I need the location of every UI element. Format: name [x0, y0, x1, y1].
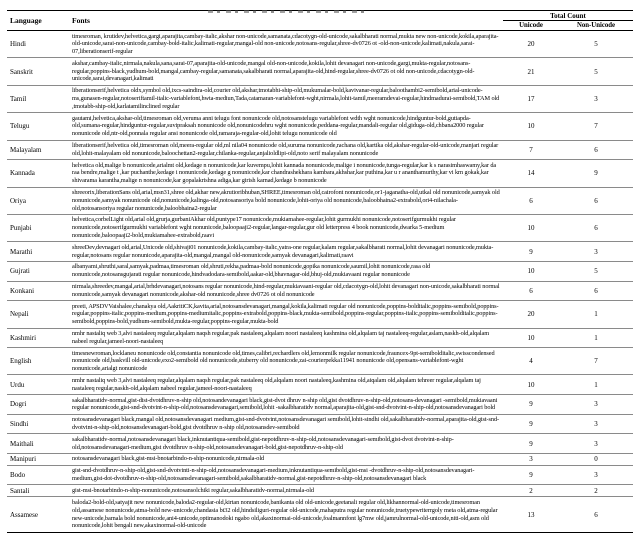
unicode-count-cell: 10: [527, 267, 535, 276]
table-row: [7, 453, 633, 465]
fonts-cell: liberationserif,helvetica oldx,symbol old,ixcs-saindira-old,courier old,akshar,tmotabhi-ship-old,mukumalar-bold,kavivanar-regular,baloothambi2-semibold,arial-unicode-ms,gunasen-regular,notoseriftamil-italic-variablefont,hwta-mediun,Tada,catamaran-variablefont-wght,nirmala,lohit-tamil,meeramdevai-regular,hindmadurai-semibold,TAM old ,tmotabb-ship-old,karlatamilinclined regular: [72, 87, 500, 110]
table-row: [7, 140, 633, 160]
non-unicode-count-cell: 1: [594, 380, 598, 389]
unicode-count-cell: 9: [529, 419, 533, 428]
fonts-cell: sakalbharatidv-normal,notosansdevanagari black,inknutantiqua-semibold,gist-nepotdhruv-n-ship-old,notosansdevanagari-semibold,gist-dvot dvotvint-n-ship-old,notosansdevanagari-medium,gist dvotdhruv n-ship-old,notosansdevanagari-bold,gist-nepotdhruv-n-ship-old: [72, 435, 454, 451]
fonts-cell: liberationserif,helvetica old,timesroman old,meera-regular old,ml nila04 nonunicode old,suruma nonunicode,rachana old,kartika old,akshar-regular-old-unicode,manjari regular old,lohit-malayalam old nonunicode,baloochettan2-regular,chilanka-regular,anjalioldlipi-old,noto serif malayalam nonunicode: [72, 142, 499, 157]
fonts-cell: notosansdevanagari black,gist-msi-bnotarbindo-n-ship-nonunicode,nirmala-old: [72, 455, 265, 463]
fonts-cell: timesnewroman,locklaneu nonunicode old,constantia nonunicode old,times,calibri,rechardlers old,lemonmilk regular nonunicode,frauncex-9pt-semibolditalic,swisscondensed nonunicode old,baskvill old-unicode,exo2-semibold old nonunicode,stuberry old nonunicode,zai-courierpekka11941 nonunicode old,opensans-variablefont-wght nonunicode,arialgt nonunicode: [72, 349, 495, 373]
unicode-count-cell: 17: [527, 94, 535, 103]
language-cell: Marathi: [10, 247, 33, 256]
col-header-unicode: Unicode: [519, 22, 543, 29]
non-unicode-count-cell: 6: [594, 196, 598, 205]
non-unicode-count-cell: 0: [594, 455, 598, 464]
unicode-count-cell: 20: [527, 40, 535, 49]
col-header-non-unicode: Non-Unicode: [576, 22, 616, 29]
table-row: [7, 434, 633, 454]
table-row: [7, 301, 633, 328]
unicode-count-cell: 3: [529, 455, 533, 464]
table-row: [7, 261, 633, 281]
col-header-total-count: Total Count: [503, 11, 633, 21]
unicode-count-cell: 10: [527, 224, 535, 233]
fonts-cell: helvetica old,malige b nonunicode,arialmt old,kedage n nonunicode,kar kuvempu,lohit kannada nonunicode,malige i nonunicode,tunga-regular,kar k s narasimhaswamy,kar da raa bendre,malige t ,kar puchanthe,kedage i nonunicode,kedage g nonunicode,kar chandrashekhara kambara,akhshar,kar puthina,kar u r ananthamurthy,kar vi krn gokak,kar shivarama karantha,malige n nonunicode,kar gopalakrishna adiga,kar girish karnad,kedage b nonunicode: [72, 161, 497, 185]
language-cell: Kannada: [10, 169, 35, 178]
fonts-cell: nmhr nastaliq web 3,alvi nastaleeq regular,alqalam naqsh regular,pak nastaleeq,alqalam noori nastaleeq kashmina old,alqalam taj nastaleeq-regular,aslam,naskh-old,alqalam nabeel regular,jameel-noori-nastaleeq: [72, 330, 490, 345]
language-cell: Santali: [10, 486, 30, 495]
table-row: [7, 348, 633, 375]
non-unicode-count-cell: 5: [594, 40, 598, 49]
unicode-count-cell: 13: [527, 510, 535, 519]
non-unicode-count-cell: 1: [594, 310, 598, 319]
non-unicode-count-cell: 3: [594, 94, 598, 103]
fonts-cell: timesroman, krutidev,helvetica,gargi,aparajita,cambay-italic,akshar non-unicode,samanata,cdacotygn-old-unicode,sakalbharati normal,mukta new non-unicode,kokila,aparajita-old-unicode,sarai-non-unicode,cambay-bold-italic,kalimati-regular,mangal-old non-unicode,notosans-regular,shree-dv0726 ot -old-non-unicode,kalimati,nakula,sarai-07,liberationserif-regular: [72, 32, 499, 56]
clipped-caption-fragment: [208, 10, 368, 13]
language-cell: Maithali: [10, 439, 34, 448]
document-page: [0, 10, 640, 547]
non-unicode-count-cell: 6: [594, 510, 598, 519]
language-cell: Konkani: [10, 286, 35, 295]
unicode-count-cell: 4: [529, 357, 533, 366]
language-cell: English: [10, 357, 32, 366]
unicode-count-cell: 7: [529, 145, 533, 154]
language-cell: Tamil: [10, 94, 27, 103]
unicode-count-cell: 10: [527, 122, 535, 131]
non-unicode-count-cell: 3: [594, 400, 598, 409]
non-unicode-count-cell: 3: [594, 247, 598, 256]
language-cell: Nepali: [10, 310, 29, 319]
table-row: [7, 31, 633, 58]
unicode-count-cell: 10: [527, 380, 535, 389]
non-unicode-count-cell: 7: [594, 122, 598, 131]
table-body: [7, 31, 633, 533]
unicode-count-cell: 2: [529, 486, 533, 495]
unicode-count-cell: 9: [529, 471, 533, 480]
non-unicode-count-cell: 7: [594, 357, 598, 366]
table-header: [7, 11, 633, 31]
fonts-cell: gist-snd-dvotdhruv-n-ship-old,gist-snd-dvotvinti-n-ship-old,notosansdevanagari-medium,inknutantiqua-semibold,gist-msi -dvotdhruv-n-ship-old,notosansdevanagari-medium,gist-dot-dvotdhruv-n-ship-old,notosansdevanagari-semibold,sakalbharatidv-normal,gist-nepotdhruv-n-ship-old,notosansdevanagari black: [72, 467, 475, 483]
non-unicode-count-cell: 6: [594, 224, 598, 233]
unicode-count-cell: 14: [527, 169, 535, 178]
language-cell: Malayalam: [10, 145, 42, 154]
unicode-count-cell: 10: [527, 333, 535, 342]
language-cell: Gujrati: [10, 267, 30, 276]
table-row: [7, 160, 633, 187]
fonts-cell: sakalbharatidv-normal,gist-dist-dvotdhruv-n-ship old,notosandevanagari black,gist-dvot dhruv n-ship old,gist dvotdhruv-n-ship-old,notosans-devanagari -semibold,mukiavaani regular nonunicode,gist-snd-dvotvint-n-ship-old,notosansdevanagari,semibold,lohit -sakalbharatidv normal,aparajita-old,gist-snd-dvotvint-n-ship-old,notosansdevanagari bold: [72, 396, 498, 412]
fonts-cell: gautami,helvetica,akshar-old,timesroman old,veruma anni telugu font nonunicode old,notosanstelugu variablefont wdth wght nonunicode,hindguntur-bold,gutiapda-old,sumana-regular,hindguntur-regular,suvipraksah nonunicode old,nonunicodehru wght nonunicode,peddana-regular,mandali-regular old,giduga-old,chbana2000 regular nonunicode old,ntr-old,ponnala regular ansi nonunicode old,ramaraja-regular-old,lohit telugu nonunicode old: [72, 114, 484, 138]
unicode-count-cell: 6: [529, 286, 533, 295]
table-row: [7, 375, 633, 395]
non-unicode-count-cell: 6: [594, 286, 598, 295]
language-cell: Sanskrit: [10, 67, 33, 76]
table-row: [7, 414, 633, 434]
table-row: [7, 465, 633, 485]
non-unicode-count-cell: 3: [594, 471, 598, 480]
fonts-cell: notosansdevanagari black,mangal old,notosansdevanagari medium,gist-snd-dvotvint,notosansdevanagari semibold,lohit-sindhi old,sakalbharatidv-normal,aparajita-old,gist-snd-dvotvint-n-ship-old,notosansdevanagari-bold,gist dvotdhruv n-ship old,notosansdev-semibold: [72, 416, 500, 431]
language-cell: Assamese: [10, 510, 38, 519]
language-cell: Kashmiri: [10, 333, 37, 342]
non-unicode-count-cell: 5: [594, 267, 598, 276]
non-unicode-count-cell: 3: [594, 419, 598, 428]
fonts-cell: albanyami,shruthi,saral,samyak,padmaa,timesroman old,shruti,rekha,padmaa-bold nonunicode,gopika nonunicode,saumil,lohit nonunicode,rasa old nonunicode,notosansgujarati regular nonunicode,hindvadodara-semibold,aakar-old,bhavnagar-old,bhuj-old,mukiavaani regular nonunicode: [72, 263, 431, 279]
language-fonts-table: [7, 10, 633, 533]
table-row: [7, 113, 633, 140]
unicode-count-cell: 6: [529, 196, 533, 205]
language-cell: Sindhi: [10, 419, 29, 428]
table-row: [7, 485, 633, 497]
fonts-cell: shreeorix,liberationSans old,arial,msn31,shree old,akhar new,akrutioribhuban,SHREE,timesroman old,cairofont nonunicode,or1-jaganatha-old,utkal old nonunicode,samyak old nonunicode,samyak nonunicode old,nonunicode,kalinga-old,notosansoriya bold nonunicode,lohit-oriya old nonunicode,baloobhaina2-extrabold,ori4-nilachala-old,notosansoriya regular nonunicode,baloobhaina2-regular: [72, 189, 500, 212]
non-unicode-count-cell: 6: [594, 145, 598, 154]
fonts-cell: nirmala,shreedev,mangal,arial,brhdevanagari,notosans regular nonunicode,hind-regular,mukiavaani-regular old,cdacotygn-old,lohit devanagari non-unicode,sakalbharati normal nonunicode,samyak devanagari nonunicode,akshar-old nonunicode,shree dv0726 ot old nonunicode: [72, 283, 500, 298]
unicode-count-cell: 9: [529, 439, 533, 448]
language-cell: Oriya: [10, 196, 26, 205]
language-cell: Manipuri: [10, 455, 37, 464]
fonts-cell: akshar,cambay-italic,nirmala,nakula,sana,sarai-07,aparajita-old-unicode,mangal old-non-unicode,kokila,lohit devanagari non-unicode,gargi,mukta-regular,notosans-regular,poppins-black,yudhum-bold,mangal,cambay-regular,samanata,sakalbharati normal,aparajita-old,hind-regular,shree-dv0726 ot old non-unicode,cdacotygn-old-unicode,sarai,devanagari,kalimati: [72, 59, 475, 83]
unicode-count-cell: 20: [527, 310, 535, 319]
unicode-count-cell: 9: [529, 400, 533, 409]
fonts-cell: preeti, APSDVVaishalee,chanakya old,AakritiCK,kavita,arial,notosansdevanagari,mangal,kokila,kalimati regular old nonunicode,poppins-bolditalic,poppins-semibold,poppins-regular,poppins-italic,poppins-medium,poppins-mediumitalic,poppins-extrabold,poppins-black,mukta-semibold,poppins-regular,poppins-italic,poppins-semibolditalic,poppins-semibold,poppins-bold,yudhum-semibold,mukta-regular,poppins-regular,mukta-bold: [72, 302, 499, 326]
non-unicode-count-cell: 1: [594, 333, 598, 342]
language-cell: Telugu: [10, 122, 30, 131]
col-header-language: Language: [10, 16, 42, 25]
fonts-cell: shreeDev,devnagari old,arial,Unicode old,shivaji01 nonunicode,kokila,cambay-italic,yatra-one regular,kalam regular,sakalbharati normal,lohit devanagari nonunicode,mukta-regular,notosans regular nonunicode,aparajita-old,mangal,mangal old-nonunicode,samyak devanagari,kalimati,raavi: [72, 243, 494, 259]
language-cell: Hindi: [10, 40, 26, 49]
table-row: [7, 281, 633, 301]
unicode-count-cell: 9: [529, 247, 533, 256]
table-row: [7, 187, 633, 214]
fonts-cell: nmhr nastaliq web 3,alvi nastaleeq regular,alqalam naqsh regular,pak nastaleeq old,alqalam noori nastaleeq,kashmina old,aiqalam old,alqalam tehreer regular,alqalam taj nastaleeq regular,naskh-old,alqalam nabeel regular,jameel-noori-nastaleeq: [72, 376, 481, 392]
table-row: [7, 214, 633, 241]
fonts-cell: helvetica,corbelLight old,arial old,grurja,gurbaniAkhar old,puntype17 nonunicode,mukiamahee-regular,lohit gurmukhi nonunicode,notoserifgurmukhi regular nonunicode,notoserifgurmukhi variablefont wght nonunicode,baloopaaji2-regular,langar-regular,gur old letterpress 4 book nonunicode,dwarka 5-medium nonunicode,baloopaaji2-bold,mukiamahee-extrabold,raavi: [72, 216, 456, 240]
language-cell: Dogri: [10, 400, 27, 409]
table-row: [7, 328, 633, 348]
table-row: [7, 497, 633, 532]
non-unicode-count-cell: 3: [594, 439, 598, 448]
language-cell: Punjabi: [10, 224, 32, 233]
fonts-cell: gist-msi-bnotarbindo-n-ship-nonunicode,notosansolchiki regular,sakalbharatidv-normal,nirmala-old: [72, 487, 314, 495]
table-row: [7, 242, 633, 262]
language-cell: Urdu: [10, 380, 25, 389]
table-row: [7, 58, 633, 85]
language-cell: Bodo: [10, 471, 26, 480]
unicode-count-cell: 21: [527, 67, 535, 76]
non-unicode-count-cell: 5: [594, 67, 598, 76]
non-unicode-count-cell: 9: [594, 169, 598, 178]
table-row: [7, 85, 633, 112]
non-unicode-count-cell: 2: [594, 486, 598, 495]
table-row: [7, 395, 633, 415]
col-header-fonts: Fonts: [72, 16, 90, 25]
fonts-cell: baloda2-bold-old,satyajit new nonunicode,baloda2-regular-old,kirtan nonunicode,banikanta old old-unicode,geetanali regular old,likhannormal-old-unicode,timesroman old,assamese nonunicode,atma-bold new-unicode,chandasia bt32 old,hindsiliguri-regular old-unicode,mahaputra regular nonunicode,truetypewriterrgoly meta old,atma-regular new-unicode,barnala bold nonunicode,ani4-unicode,optimanodoki ngabo old,akaxinormai-old-unicode,foalmannfont lg7mw old,jamrulnormal-old-unicode,niti-old,asm old nonunicode,lohit bengali new,akaxinormal-old-unicode: [72, 498, 498, 530]
